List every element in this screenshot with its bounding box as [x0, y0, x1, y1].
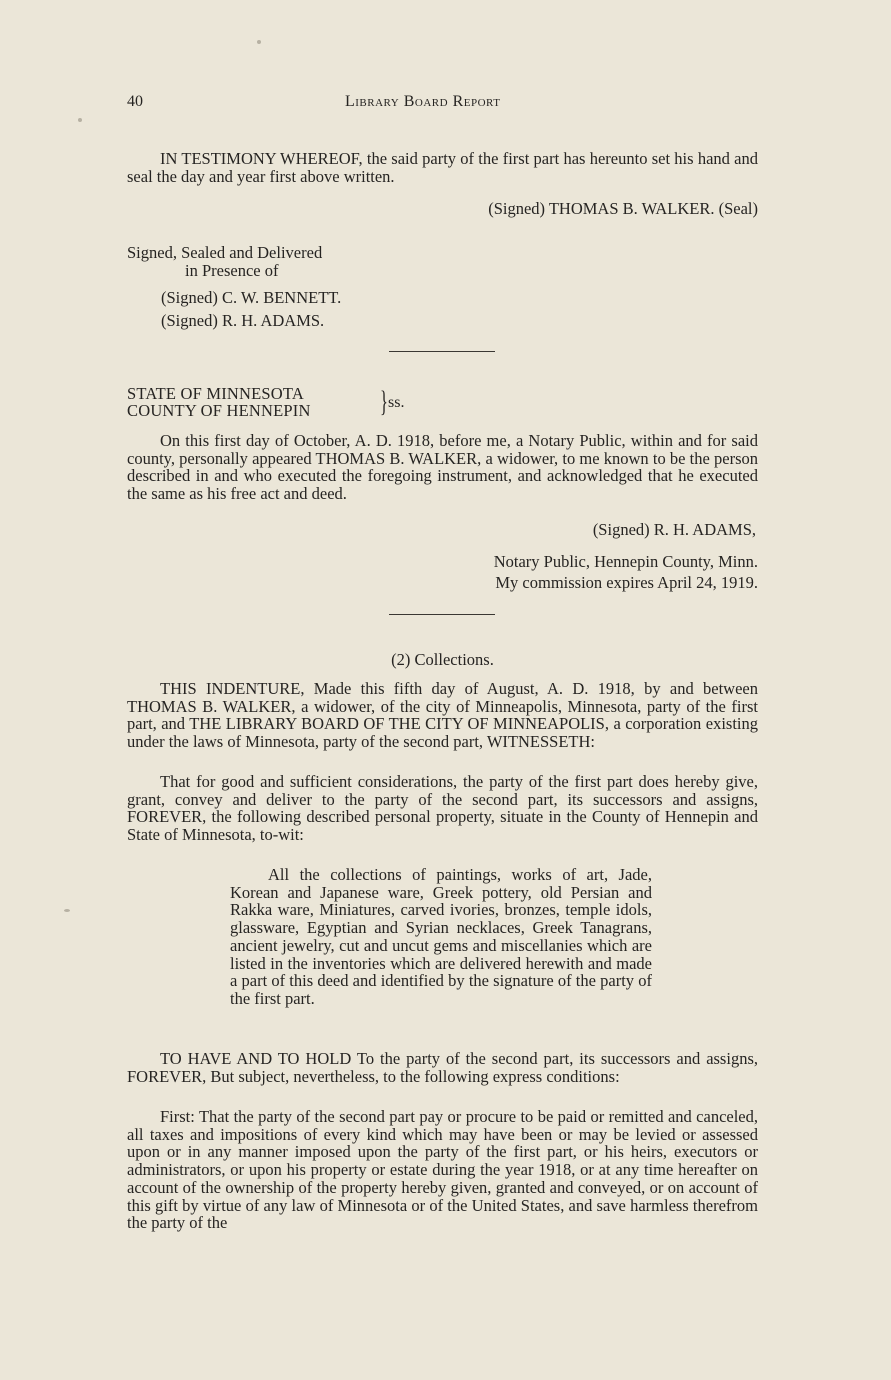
habendum-paragraph: TO HAVE AND TO HOLD To the party of the second part, its successors and assigns, FOREVER, But subject, nevertheless, to the following express conditions: — [127, 1049, 758, 1086]
section-heading: (2) Collections. — [391, 650, 494, 669]
grant-paragraph: That for good and sufficient considerations, the party of the first part does hereby give, grant, convey and deliver to the party of the second part, its successors and assigns, FOREVER, the following described personal property, situate in the County of Hennepin and State of Minnesota, to-wit: — [127, 772, 758, 845]
paper-speck — [257, 40, 261, 44]
notary-title: Notary Public, Hennepin County, Minn. — [493, 552, 758, 571]
running-head: Library Board Report — [345, 93, 501, 110]
notary-signature: (Signed) R. H. ADAMS, — [592, 520, 756, 539]
testimony-paragraph: IN TESTIMONY WHEREOF, the said party of the first part has hereunto set his hand and seal the day and year first above written. — [127, 149, 758, 186]
witness-caption-line2: in Presence of — [185, 261, 279, 280]
section-divider — [389, 351, 495, 352]
collections-list: All the collections of paintings, works of art, Jade, Korean and Japanese ware, Greek pottery, old Persian and Rakka ware, Miniatures, carved ivories, bronzes, temple idols, glassware, Egyptian and Syrian necklaces, Greek Tanagrans, ancient jewelry, cut and uncut gems and miscellanies which are listed in the inventories which are delivered herewith and made a part of this deed and identified by the signature of the party of the first part. — [230, 865, 652, 1008]
acknowledgment-paragraph: On this first day of October, A. D. 1918, before me, a Notary Public, within and for said county, personally appeared THOMAS B. WALKER, a widower, to me known to be the person described in and who executed the foregoing instrument, and acknowledged that he executed the same as his free act and deed. — [127, 431, 758, 504]
indenture-paragraph: THIS INDENTURE, Made this fifth day of August, A. D. 1918, by and between THOMAS B. WALKER, a widower, of the city of Minneapolis, Minnesota, party of the first part, and THE LIBRARY BOARD OF THE CITY OF MINNEAPOLIS, a corporation existing under the laws of Minnesota, party of the second part, WITNESSETH: — [127, 679, 758, 752]
conditions-paragraph: First: That the party of the second part pay or procure to be paid or remitted and canceled, all taxes and impositions of every kind which may have been or may be levied or assessed upon or in any manner imposed upon the party of the first part, or his heirs, executors or administrators, or upon his property or estate during the year 1918, or at any time hereafter on account of the ownership of the property hereby given, granted and conveyed, or on account of this gift by virtue of any law of Minnesota or of the United States, and save harmless therefrom the party of the — [127, 1107, 758, 1233]
witness-caption-line1: Signed, Sealed and Delivered — [127, 243, 323, 262]
paper-speck — [78, 118, 82, 122]
witness-signature-bennett: (Signed) C. W. BENNETT. — [161, 288, 342, 307]
venue-county: COUNTY OF HENNEPIN — [127, 401, 311, 420]
page-header — [127, 93, 758, 113]
grantor-signature: (Signed) THOMAS B. WALKER. (Seal) — [488, 199, 758, 218]
venue-ss: ss. — [388, 394, 405, 411]
venue-block — [127, 384, 447, 424]
page-number: 40 — [127, 93, 143, 110]
notary-commission: My commission expires April 24, 1919. — [495, 573, 758, 592]
section-divider — [389, 614, 495, 615]
witness-signature-adams: (Signed) R. H. ADAMS. — [161, 311, 325, 330]
paper-speck — [64, 909, 70, 912]
venue-state: STATE OF MINNESOTA — [127, 384, 304, 403]
brace-icon: } — [380, 385, 388, 418]
